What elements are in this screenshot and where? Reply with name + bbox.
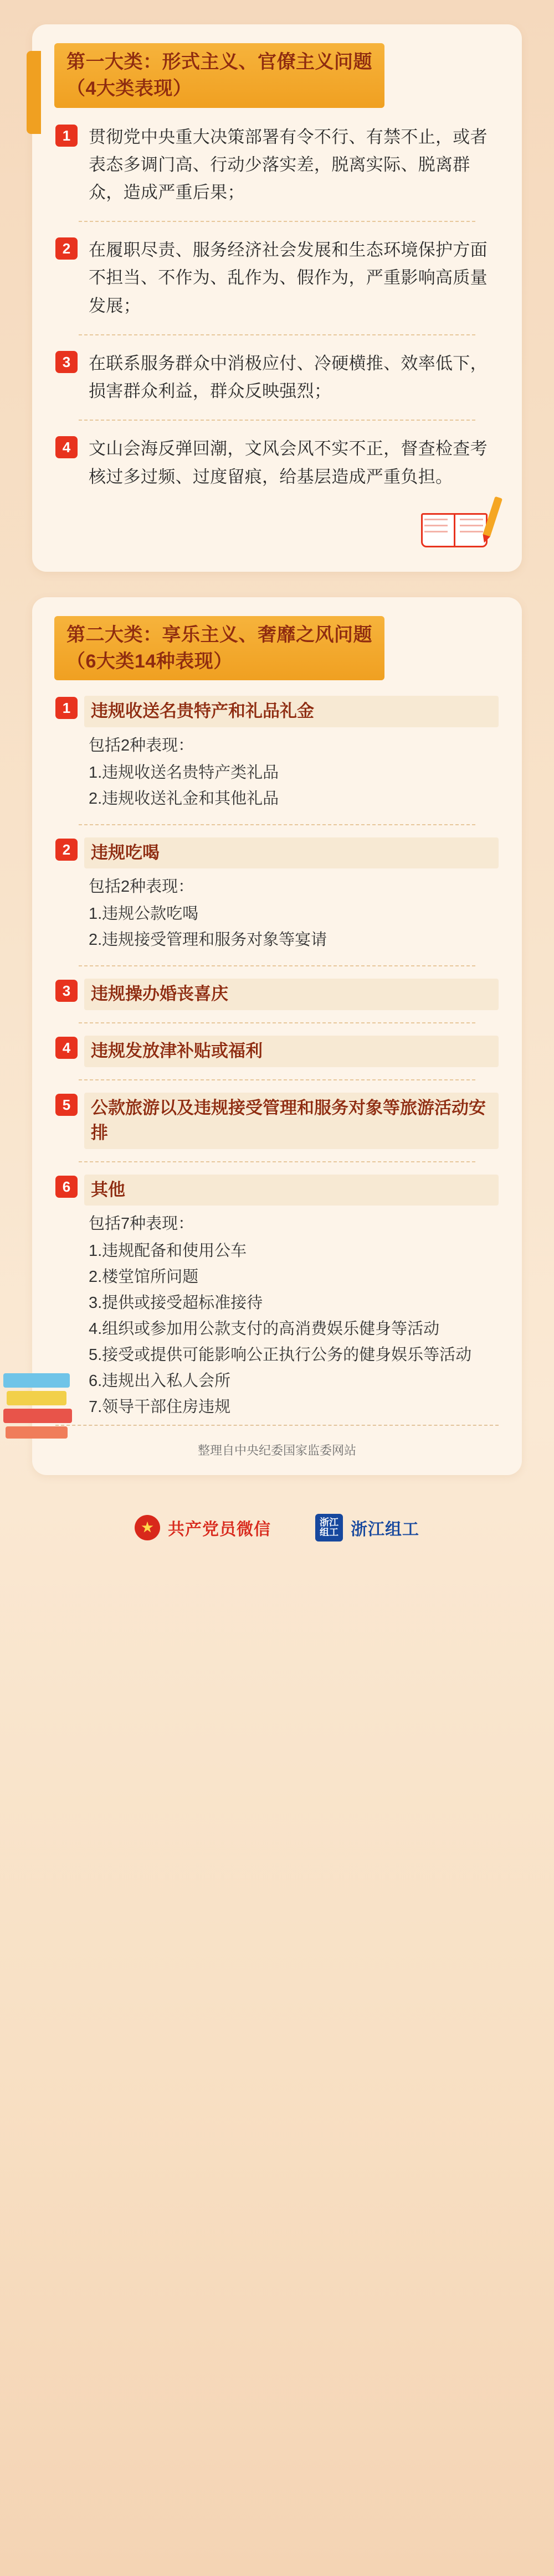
sublist-entry: 7.领导干部住房违规 bbox=[89, 1398, 231, 1416]
item-text: 贯彻党中央重大决策部署有令不行、有禁不止，或者表态多调门高、行动少落实差，脱离实际、脱离群众，造成严重后果； bbox=[89, 127, 488, 202]
item-title: 违规收送名贵特产和礼品礼金 bbox=[91, 701, 314, 721]
section-two-items bbox=[32, 686, 522, 1420]
sublist-entry: 1.违规收送名贵特产类礼品 bbox=[89, 763, 279, 782]
divider bbox=[79, 965, 475, 966]
party-emblem-icon bbox=[135, 1515, 160, 1540]
item-title: 违规发放津补贴或福利 bbox=[91, 1041, 263, 1061]
list-item bbox=[55, 979, 499, 1010]
divider bbox=[79, 221, 475, 222]
sublist-entry: 5.接受或提供可能影响公正执行公务的健身娱乐等活动 bbox=[89, 1346, 472, 1364]
zhejiang-badge-icon: 浙江组工 bbox=[315, 1514, 343, 1542]
list-item bbox=[55, 1175, 499, 1420]
divider bbox=[79, 334, 475, 335]
item-text: 在联系服务群众中消极应付、冷硬横推、效率低下，损害群众利益，群众反映强烈； bbox=[89, 353, 488, 401]
sublist-entry: 2.违规接受管理和服务对象等宴请 bbox=[89, 930, 327, 949]
item-subhead: 包括2种表现： bbox=[89, 878, 194, 896]
item-title-band bbox=[84, 979, 499, 1010]
item-title-band bbox=[84, 1036, 499, 1067]
section-one-items bbox=[32, 113, 522, 491]
sublist-entry: 6.违规出入私人会所 bbox=[89, 1372, 231, 1390]
section-two-title-line1: 第二大类：享乐主义、奢靡之风问题 bbox=[66, 624, 372, 645]
divider bbox=[79, 1022, 475, 1023]
section-one-header bbox=[32, 24, 522, 113]
section-one-title-line2: （4大类表现） bbox=[66, 78, 192, 100]
stacked-books-icon bbox=[3, 1370, 75, 1436]
item-subhead: 包括2种表现： bbox=[89, 737, 194, 755]
list-item bbox=[55, 435, 499, 490]
divider bbox=[79, 420, 475, 421]
list-item bbox=[55, 1036, 499, 1067]
logo-zhejiang-zugong-label: 浙江组工 bbox=[351, 1520, 419, 1539]
item-title: 公款旅游以及违规接受管理和服务对象等旅游活动安排 bbox=[91, 1098, 486, 1142]
item-text: 文山会海反弹回潮，文风会风不实不正，督查检查考核过多过频、过度留痕，给基层造成严重负担。 bbox=[89, 439, 488, 487]
divider bbox=[79, 1161, 475, 1162]
source-note: 整理自中央纪委国家监委网站 bbox=[55, 1425, 499, 1458]
item-number-badge: 6 bbox=[55, 1176, 78, 1198]
sublist-entry: 4.组织或参加用公款支付的高消费娱乐健身等活动 bbox=[89, 1320, 440, 1338]
item-number-badge: 3 bbox=[55, 351, 78, 373]
list-item bbox=[55, 123, 499, 207]
sublist-entry: 2.楼堂馆所问题 bbox=[89, 1268, 199, 1286]
item-title-band bbox=[84, 837, 499, 869]
item-number-badge: 4 bbox=[55, 436, 78, 458]
section-two-card bbox=[32, 597, 522, 1475]
item-title: 违规操办婚丧喜庆 bbox=[91, 984, 228, 1003]
logo-gongchandangyuan-label: 共产党员微信 bbox=[168, 1520, 271, 1539]
divider bbox=[79, 824, 475, 825]
section-two-title bbox=[54, 616, 384, 681]
logo-zhejiang-zugong[interactable] bbox=[315, 1514, 419, 1542]
item-number-badge: 2 bbox=[55, 237, 78, 260]
sublist-entry: 2.违规收送礼金和其他礼品 bbox=[89, 789, 279, 808]
list-item bbox=[55, 350, 499, 405]
item-title-band bbox=[84, 1093, 499, 1149]
item-number-badge: 3 bbox=[55, 980, 78, 1002]
list-item bbox=[55, 1093, 499, 1149]
item-title-band bbox=[84, 696, 499, 727]
open-book-pencil-icon bbox=[416, 496, 499, 557]
list-item bbox=[55, 236, 499, 320]
item-text: 在履职尽责、服务经济社会发展和生态环境保护方面不担当、不作为、乱作为、假作为，严重影响高质量发展； bbox=[89, 240, 488, 315]
item-title-band bbox=[84, 1175, 499, 1206]
item-title: 违规吃喝 bbox=[91, 842, 160, 862]
item-number-badge: 4 bbox=[55, 1037, 78, 1059]
item-number-badge: 1 bbox=[55, 697, 78, 719]
section-one-title-line1: 第一大类：形式主义、官僚主义问题 bbox=[66, 51, 372, 73]
footer-logos bbox=[32, 1475, 522, 1575]
section-one-card bbox=[32, 24, 522, 572]
item-number-badge: 1 bbox=[55, 125, 78, 147]
section-two-title-line2: （6大类14种表现） bbox=[66, 650, 233, 672]
item-sublist bbox=[89, 1238, 499, 1420]
list-item bbox=[55, 837, 499, 953]
sublist-entry: 1.违规公款吃喝 bbox=[89, 904, 199, 923]
sublist-entry: 1.违规配备和使用公车 bbox=[89, 1242, 247, 1260]
section-two-header bbox=[32, 597, 522, 686]
sublist-entry: 3.提供或接受超标准接待 bbox=[89, 1294, 263, 1312]
list-item bbox=[55, 696, 499, 811]
divider bbox=[79, 1079, 475, 1080]
section-one-title bbox=[54, 43, 384, 108]
item-number-badge: 5 bbox=[55, 1094, 78, 1116]
item-title: 其他 bbox=[91, 1180, 125, 1199]
item-sublist bbox=[89, 760, 499, 812]
item-sublist bbox=[89, 901, 499, 953]
item-subhead: 包括7种表现： bbox=[89, 1215, 194, 1233]
logo-gongchandangyuan[interactable] bbox=[135, 1515, 271, 1540]
item-number-badge: 2 bbox=[55, 839, 78, 861]
